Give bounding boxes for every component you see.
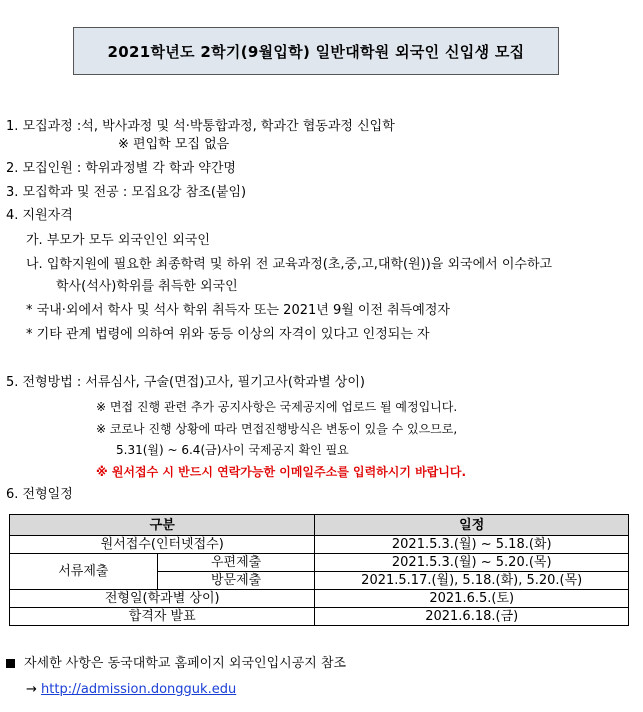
row-label: 원서접수(인터넷접수): [10, 536, 315, 554]
row-label: 합격자 발표: [10, 608, 315, 626]
row-label: 전형일(학과별 상이): [10, 590, 315, 608]
table-row: [10, 590, 629, 608]
row-group-label: 서류제출: [10, 554, 158, 590]
item-5-note-1: ※ 면접 진행 관련 추가 공지사항은 국제공지에 업로드 될 예정입니다.: [96, 400, 458, 414]
homepage-link[interactable]: http://admission.dongguk.edu: [41, 682, 237, 697]
arrow-right-icon: →: [26, 682, 37, 697]
item-5-note-3: 5.31(월) ~ 6.4(금)사이 국제공지 확인 필요: [116, 443, 349, 457]
row-date: 2021.5.3.(월) ~ 5.18.(화): [315, 536, 629, 554]
page-title: [73, 27, 559, 75]
item-1: 1. 모집과정 :석, 박사과정 및 석·박통합과정, 학과간 협동과정 신입학: [6, 119, 395, 134]
row-sub-label: 방문제출: [157, 572, 315, 590]
table-row: [10, 536, 629, 554]
row-date: 2021.6.18.(금): [315, 608, 629, 626]
row-date: 2021.5.3.(월) ~ 5.20.(목): [315, 554, 629, 572]
schedule-table: [9, 514, 629, 626]
item-3: 3. 모집학과 및 전공 : 모집요강 참조(붙임): [6, 185, 247, 200]
item-4c: * 국내·외에서 학사 및 석사 학위 취득자 또는 2021년 9월 이전 취득예정자: [26, 303, 450, 318]
row-sub-label: 우편제출: [157, 554, 315, 572]
header-schedule: 일정: [315, 515, 629, 536]
item-6: 6. 전형일정: [6, 487, 73, 502]
item-2: 2. 모집인원 : 학위과정별 각 학과 약간명: [6, 161, 236, 176]
footer-text: 자세한 사항은 동국대학교 홈페이지 외국인입시공지 참조: [24, 656, 347, 671]
item-4b-line2: 학사(석사)학위를 취득한 외국인: [56, 279, 238, 294]
square-bullet-icon: [6, 659, 15, 668]
row-date: 2021.6.5.(토): [315, 590, 629, 608]
header-category: 구분: [10, 515, 315, 536]
table-row: [10, 554, 629, 572]
item-5-note-4-warning: ※ 원서접수 시 반드시 연락가능한 이메일주소를 입력하시기 바랍니다.: [96, 465, 467, 479]
item-5: 5. 전형방법 : 서류심사, 구술(면접)고사, 필기고사(학과별 상이): [6, 375, 365, 390]
footer-link-row: [26, 681, 236, 699]
page-title-text: 2021학년도 2학기(9월입학) 일반대학원 외국인 신입생 모집: [107, 42, 525, 61]
table-row: [10, 608, 629, 626]
item-4a: 가. 부모가 모두 외국인인 외국인: [26, 233, 210, 248]
item-1-note: ※ 편입학 모집 없음: [118, 137, 230, 152]
item-5-note-2: ※ 코로나 진행 상황에 따라 면접진행방식은 변동이 있을 수 있으므로,: [96, 422, 458, 436]
item-4b-line1: 나. 입학지원에 필요한 최종학력 및 하위 전 교육과정(초,중,고,대학(원))을 외국에서 이수하고: [26, 257, 553, 272]
item-4d: * 기타 관계 법령에 의하여 위와 동등 이상의 자격이 있다고 인정되는 자: [26, 327, 430, 342]
table-header-row: [10, 515, 629, 536]
item-4: 4. 지원자격: [6, 208, 73, 223]
row-date: 2021.5.17.(월), 5.18.(화), 5.20.(목): [315, 572, 629, 590]
